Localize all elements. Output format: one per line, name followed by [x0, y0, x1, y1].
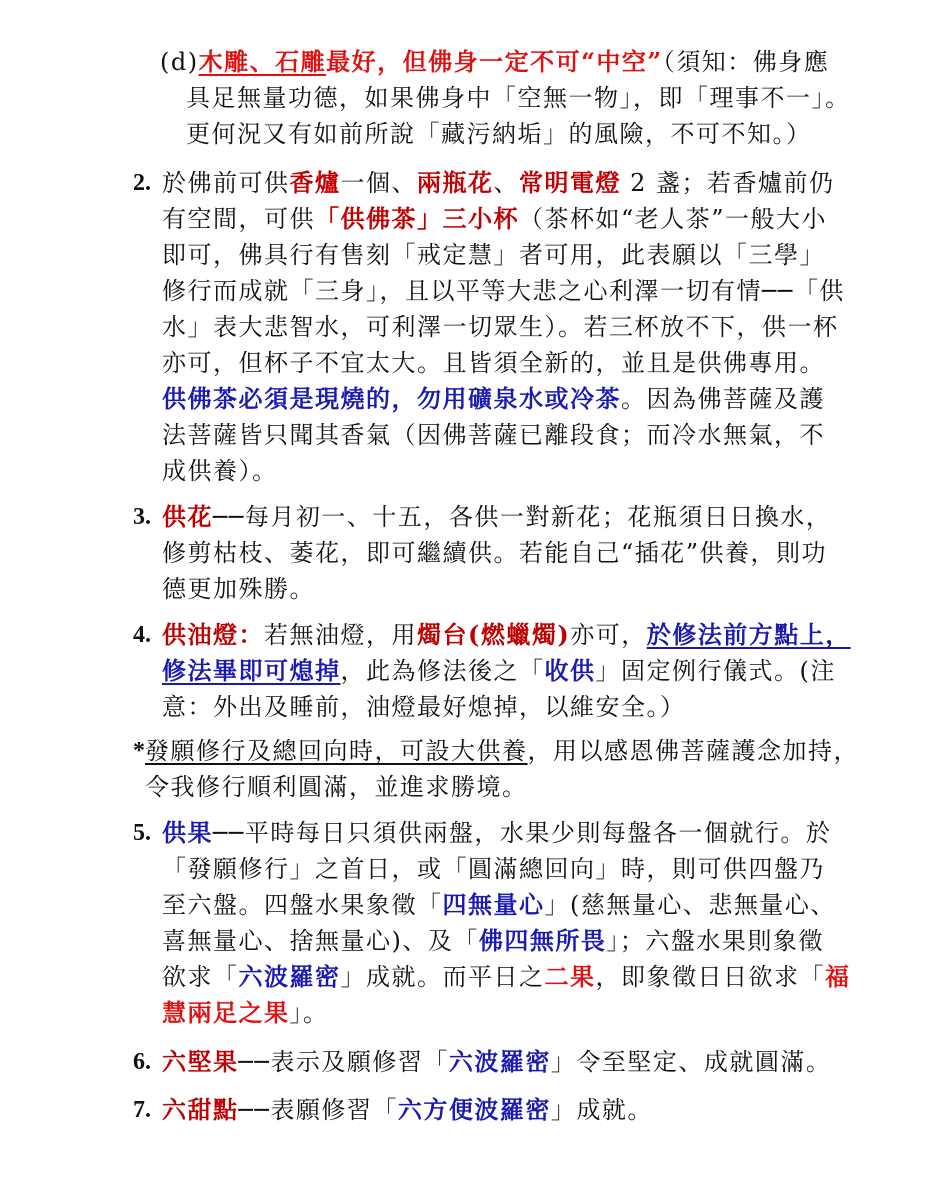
- text-segment: 。因為佛菩薩及護: [621, 385, 825, 413]
- text-line: [162, 887, 836, 923]
- highlighted-text: 福: [825, 962, 851, 991]
- text-segment: 「發願修行」之首日，或「圓滿總回向」時，則可供四盤乃: [162, 855, 825, 883]
- highlighted-text: 六波羅密: [238, 962, 341, 991]
- text-segment: ──每月初一、十五，各供一對新花；花瓶須日日換水，: [213, 503, 832, 531]
- text-line: [162, 653, 836, 689]
- text-segment: 即可，佛具行有售刻「戒定慧」者可用，此表願以「三學」: [162, 241, 825, 269]
- text-segment: 水」表大悲智水，可利澤一切眾生）。若三杯放不下，供一杯: [162, 313, 839, 341]
- paragraph-5: [133, 815, 851, 1031]
- text-segment: 意：外出及睡前，油燈最好熄掉，以維安全。）: [162, 693, 686, 721]
- text-line: [162, 535, 833, 571]
- paragraph-note: [133, 733, 859, 805]
- text-line: [145, 769, 833, 805]
- text-line: [162, 959, 851, 995]
- highlighted-text: 六甜點: [162, 1095, 239, 1124]
- text-segment: ，即象徵日日欲求「: [595, 963, 825, 991]
- text-line: [162, 345, 833, 381]
- text-line: [162, 273, 845, 309]
- list-marker: 6.: [133, 1049, 151, 1075]
- text-line: [160, 44, 860, 80]
- text-segment: （茶杯如“老人茶”一般大小: [519, 205, 828, 233]
- highlighted-text: 燭台(燃蠟燭): [417, 620, 571, 649]
- text-segment: ──表願修習「: [238, 1096, 398, 1124]
- paragraph-7: [133, 1092, 833, 1128]
- highlighted-text: 慧兩足之果: [162, 998, 290, 1027]
- text-segment: ，此為修法後之「: [340, 657, 545, 685]
- paragraph-sub-d: [160, 44, 860, 152]
- text-segment: 德更加殊勝。: [162, 575, 315, 603]
- text-segment: 更何況又有如前所說「藏污納垢」的風險，不可不知。）: [186, 120, 812, 148]
- highlighted-text: 六堅果: [162, 1047, 239, 1076]
- text-segment: 具足無量功德，如果佛身中「空無一物」，即「理事不一」。: [186, 84, 851, 112]
- text-segment: 令我修行順利圓滿，並進求勝境。: [145, 773, 528, 801]
- highlighted-text: 供花: [162, 502, 213, 531]
- text-line: [162, 1092, 833, 1128]
- text-segment: 若無油燈，用: [264, 621, 417, 649]
- highlighted-text: 六方便波羅密: [397, 1095, 551, 1124]
- highlighted-text: 二果: [544, 962, 596, 991]
- text-line: [162, 381, 833, 417]
- text-segment: ──平時每日只須供兩盤，水果少則每盤各一個就行。於: [213, 819, 832, 847]
- text-line: [162, 237, 833, 273]
- text-segment: ──表示及願修習「: [238, 1048, 449, 1076]
- text-segment: 2 盞；若香爐前仍: [621, 169, 835, 197]
- highlighted-text: 常明電燈: [519, 168, 621, 197]
- text-segment: 成供養）。: [162, 457, 278, 485]
- highlighted-text: 香爐: [289, 168, 341, 197]
- text-line: [162, 571, 833, 607]
- text-line: [162, 453, 833, 489]
- text-line: [160, 80, 860, 116]
- paragraph-4: [133, 617, 851, 725]
- highlighted-text: 佛四無所畏: [478, 926, 607, 955]
- paragraph-2: [133, 165, 845, 489]
- text-segment: 於佛前可供: [162, 169, 290, 197]
- list-marker: 4.: [133, 622, 151, 648]
- text-line: [162, 995, 833, 1031]
- text-segment: 喜無量心、捨無量心)、及「: [162, 927, 479, 955]
- paragraph-3: [133, 499, 833, 607]
- text-line: [162, 309, 839, 345]
- text-segment: 」成就。而平日之: [340, 963, 545, 991]
- text-segment: 修剪枯枝、萎花，即可繼續供。若能自己“插花”供養，則功: [162, 539, 828, 567]
- text-segment: 」令至堅定、成就圓滿。: [550, 1048, 832, 1076]
- highlighted-text: 「供佛茶」三小杯: [315, 204, 519, 233]
- text-segment: （須知：佛身應: [662, 48, 830, 76]
- highlighted-text: 供果: [162, 818, 213, 847]
- text-line: [162, 851, 833, 887]
- text-line: [160, 116, 860, 152]
- text-segment: 一個、: [340, 169, 417, 197]
- highlighted-text: 供佛茶必須是現燒的，勿用礦泉水或冷茶: [162, 384, 621, 413]
- text-segment: 」(慈無量心、悲無量心、: [544, 891, 836, 919]
- text-segment: ，用以感恩佛菩薩護念加持，: [527, 737, 859, 765]
- text-segment: 欲求「: [162, 963, 239, 991]
- list-marker: 3.: [133, 504, 151, 530]
- text-line: [162, 499, 833, 535]
- text-segment: 」成就。: [550, 1096, 653, 1124]
- text-segment: 有空間，可供: [162, 205, 315, 233]
- list-marker: 5.: [133, 820, 151, 846]
- underlined-text: 發願修行及總回向時，可設大供養: [145, 737, 528, 765]
- text-segment: 法菩薩皆只聞其香氣（因佛菩薩已離段食；而冷水無氣，不: [162, 421, 825, 449]
- text-line: [162, 815, 833, 851]
- highlighted-text: 修法畢即可熄掉: [162, 656, 341, 685]
- text-segment: 」固定例行儀式。(注: [595, 657, 836, 685]
- highlighted-text: 兩瓶花: [417, 168, 494, 197]
- paragraph-6: [133, 1044, 833, 1080]
- highlighted-text: 最好，但佛身一定不可“中空”: [326, 47, 663, 76]
- highlighted-text: 木雕、石雕: [198, 47, 327, 76]
- list-marker: 7.: [133, 1097, 151, 1123]
- highlighted-text: 六波羅密: [448, 1047, 551, 1076]
- text-segment: 修行而成就「三身」，且以平等大悲之心利澤一切有情──「供: [162, 277, 845, 305]
- text-segment: 至六盤。四盤水果象徵「: [162, 891, 443, 919]
- text-line: [162, 689, 833, 725]
- list-marker: 2.: [133, 170, 151, 196]
- text-line: [162, 617, 851, 653]
- highlighted-text: 於修法前方點上，: [646, 620, 851, 649]
- text-segment: 、: [493, 169, 519, 197]
- highlighted-text: 供油燈：: [162, 620, 264, 649]
- text-line: [162, 201, 833, 237]
- text-line: [145, 733, 859, 769]
- text-segment: 亦可，: [570, 621, 647, 649]
- text-line: [162, 417, 833, 453]
- list-marker: *: [133, 738, 145, 764]
- highlighted-text: 收供: [544, 656, 596, 685]
- text-segment: 亦可，但杯子不宜太大。且皆須全新的，並且是供佛專用。: [162, 349, 825, 377]
- text-line: [162, 1044, 833, 1080]
- text-line: [162, 165, 833, 201]
- text-segment: 」；六盤水果則象徵: [606, 927, 824, 955]
- highlighted-text: 四無量心: [442, 890, 545, 919]
- text-line: [162, 923, 833, 959]
- text-segment: 」。: [289, 999, 329, 1027]
- text-segment: (d): [160, 48, 199, 76]
